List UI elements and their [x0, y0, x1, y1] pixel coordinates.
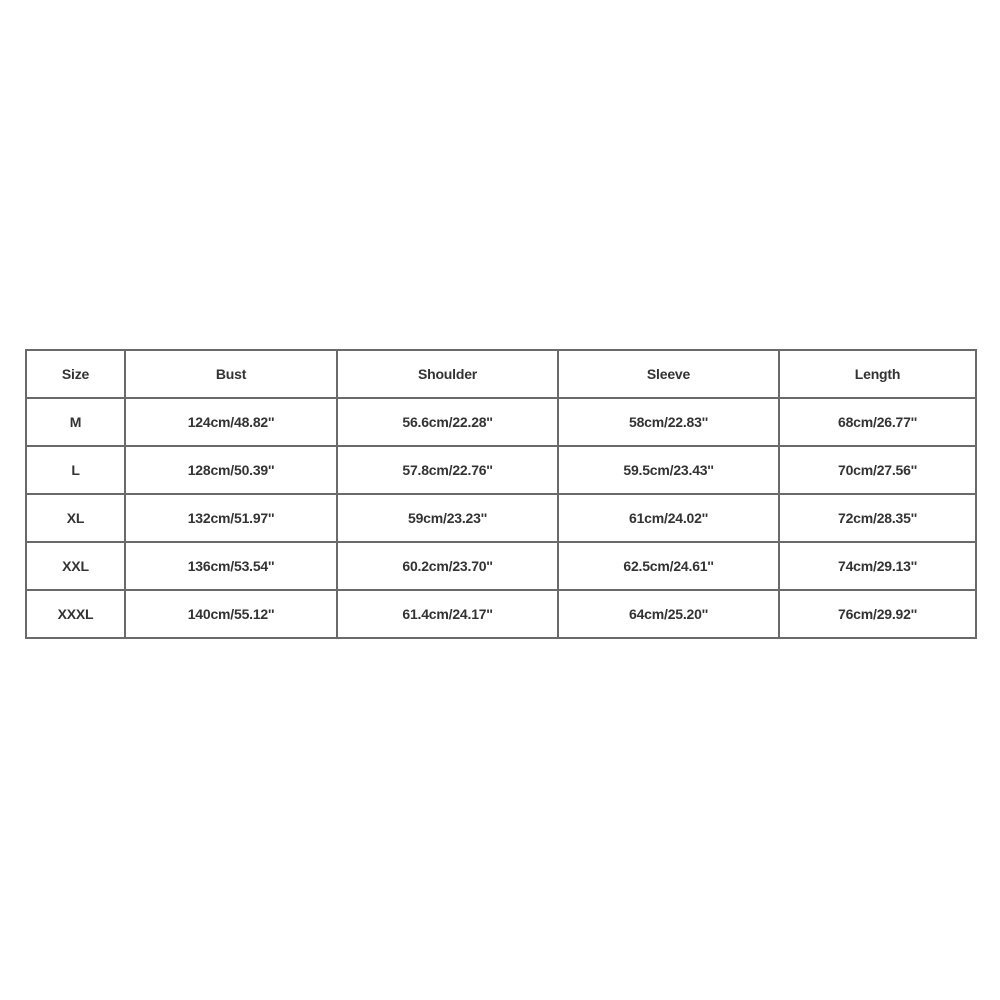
table-row [26, 542, 976, 590]
size-chart-body [26, 398, 976, 638]
size-cell: XXXL [26, 590, 125, 638]
size-cell: M [26, 398, 125, 446]
header-shoulder: Shoulder [337, 350, 558, 398]
shoulder-cell: 61.4cm/24.17'' [337, 590, 558, 638]
sleeve-cell: 58cm/22.83'' [558, 398, 779, 446]
size-cell: XL [26, 494, 125, 542]
table-row [26, 398, 976, 446]
bust-cell: 124cm/48.82'' [125, 398, 337, 446]
bust-cell: 132cm/51.97'' [125, 494, 337, 542]
shoulder-cell: 56.6cm/22.28'' [337, 398, 558, 446]
header-row [26, 350, 976, 398]
header-size: Size [26, 350, 125, 398]
header-bust: Bust [125, 350, 337, 398]
bust-cell: 140cm/55.12'' [125, 590, 337, 638]
length-cell: 74cm/29.13'' [779, 542, 976, 590]
header-length: Length [779, 350, 976, 398]
sleeve-cell: 59.5cm/23.43'' [558, 446, 779, 494]
bust-cell: 128cm/50.39'' [125, 446, 337, 494]
size-chart-table [25, 349, 977, 639]
bust-cell: 136cm/53.54'' [125, 542, 337, 590]
size-cell: L [26, 446, 125, 494]
shoulder-cell: 60.2cm/23.70'' [337, 542, 558, 590]
sleeve-cell: 62.5cm/24.61'' [558, 542, 779, 590]
table-row [26, 446, 976, 494]
shoulder-cell: 57.8cm/22.76'' [337, 446, 558, 494]
length-cell: 68cm/26.77'' [779, 398, 976, 446]
length-cell: 72cm/28.35'' [779, 494, 976, 542]
sleeve-cell: 64cm/25.20'' [558, 590, 779, 638]
table-row [26, 494, 976, 542]
shoulder-cell: 59cm/23.23'' [337, 494, 558, 542]
sleeve-cell: 61cm/24.02'' [558, 494, 779, 542]
length-cell: 70cm/27.56'' [779, 446, 976, 494]
size-cell: XXL [26, 542, 125, 590]
length-cell: 76cm/29.92'' [779, 590, 976, 638]
header-sleeve: Sleeve [558, 350, 779, 398]
size-chart-header [26, 350, 976, 398]
table-row [26, 590, 976, 638]
